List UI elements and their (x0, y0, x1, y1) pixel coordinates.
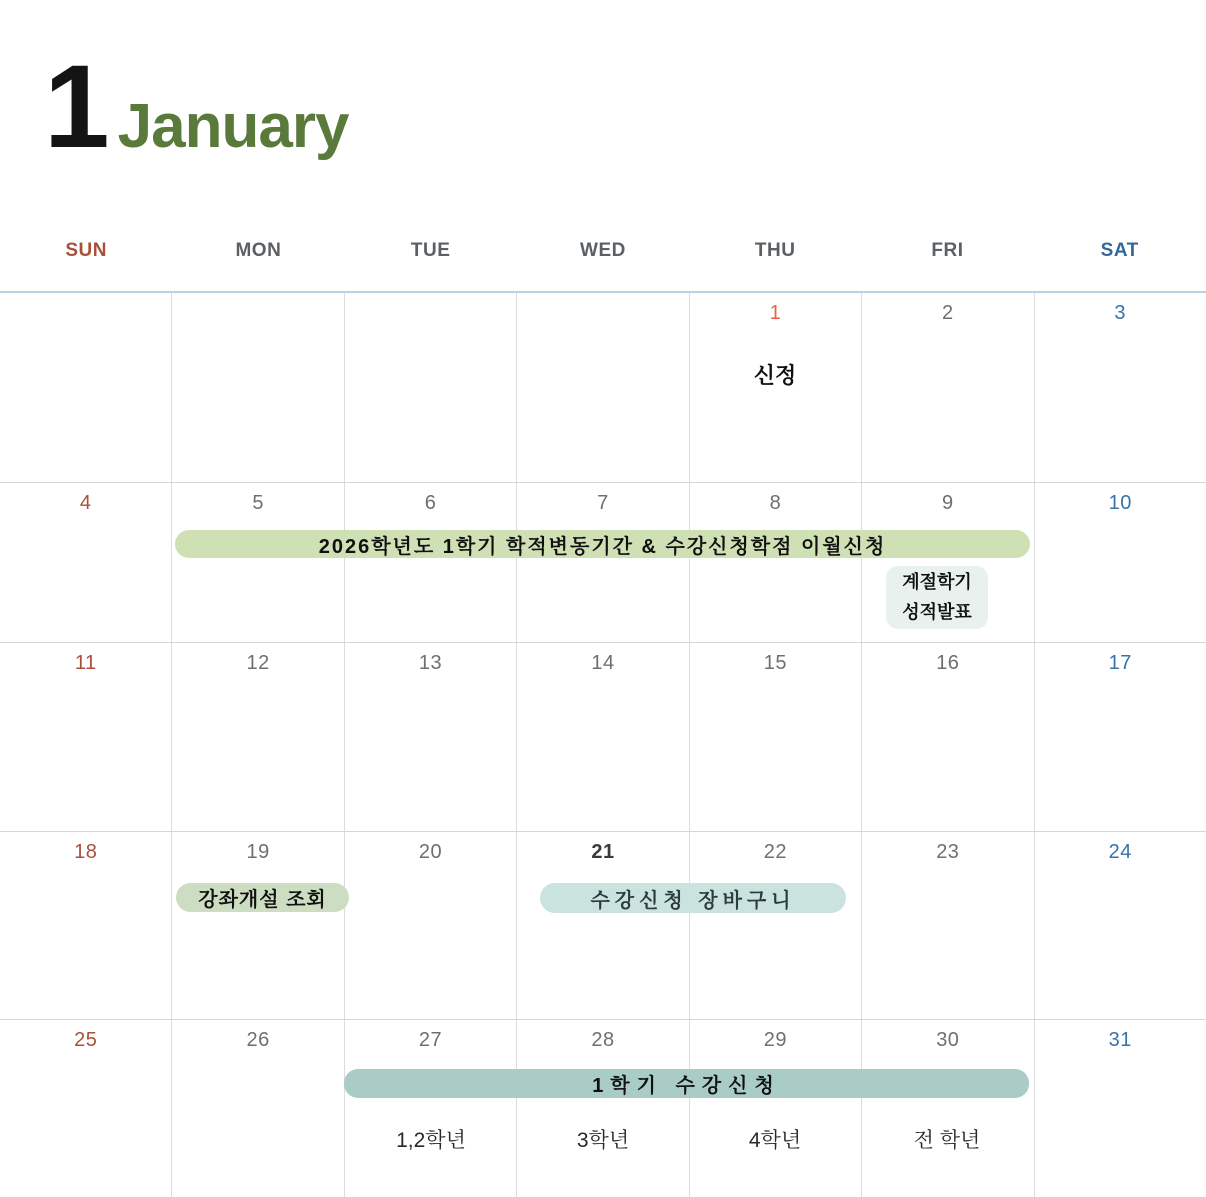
day-cell (172, 1020, 344, 1197)
day-cell (690, 643, 862, 831)
day-number: 6 (424, 492, 437, 514)
day-cell (517, 483, 689, 642)
day-cell (0, 483, 172, 642)
day-cell (862, 643, 1034, 831)
calendar-grid (0, 291, 1206, 1197)
day-cell (862, 483, 1034, 642)
weekday-sat: SAT (1100, 240, 1139, 261)
event-banner-semester1-registration: 1학기 수강신청 (344, 1069, 1029, 1098)
event-pill-course-list-inquiry: 강좌개설 조회 (176, 883, 349, 912)
day-number: 30 (936, 1029, 960, 1051)
day-number: 28 (591, 1029, 615, 1051)
day-number: 11 (74, 652, 97, 674)
weekday-wed: WED (580, 240, 626, 261)
day-cell (172, 832, 344, 1019)
day-number: 22 (763, 841, 788, 863)
weekday-tue: TUE (410, 240, 451, 261)
day-number: 7 (597, 492, 609, 514)
weekday-thu: THU (754, 240, 796, 261)
week-row (0, 293, 1206, 483)
day-cell (0, 293, 172, 482)
day-number: 31 (1108, 1029, 1132, 1051)
day-number: 15 (763, 652, 788, 674)
day-cell (862, 832, 1034, 1019)
day-cell (0, 643, 172, 831)
day-number: 5 (252, 492, 264, 514)
week-row (0, 483, 1206, 643)
day-cell (345, 1020, 517, 1197)
day-number: 1 (769, 302, 782, 324)
day-number: 18 (74, 841, 98, 863)
day-number: 12 (246, 652, 270, 674)
day-number: 29 (763, 1029, 788, 1051)
day-cell (517, 293, 689, 482)
day-cell (172, 293, 344, 482)
day-number: 8 (769, 492, 782, 514)
day-cell (517, 1020, 689, 1197)
day-number: 16 (936, 652, 960, 674)
day-number: 20 (418, 841, 443, 863)
day-cell (345, 643, 517, 831)
day-number: 23 (936, 841, 960, 863)
day-cell (690, 293, 862, 482)
grade-label-year-4: 4학년 (748, 1129, 802, 1152)
month-number: 1 (44, 41, 108, 173)
day-number: 27 (418, 1029, 443, 1051)
day-cell (690, 1020, 862, 1197)
event-banner-status-change-period: 2026학년도 1학기 학적변동기간 & 수강신청학점 이월신청 (175, 530, 1030, 558)
week-row (0, 1020, 1206, 1197)
day-cell (862, 293, 1034, 482)
day-number: 21 (591, 841, 615, 863)
calendar-title (44, 41, 349, 173)
day-number: 13 (418, 652, 443, 674)
day-cell (345, 293, 517, 482)
day-cell (1035, 483, 1206, 642)
day-cell (345, 483, 517, 642)
day-cell (517, 643, 689, 831)
day-number: 3 (1114, 302, 1127, 324)
seasonal-grades-line1: 계절학기 (902, 572, 972, 592)
day-cell (1035, 643, 1206, 831)
day-cell (517, 832, 689, 1019)
day-number: 25 (74, 1029, 98, 1051)
day-number: 4 (79, 492, 92, 514)
day-cell (345, 832, 517, 1019)
holiday-label-new-year: 신정 (753, 363, 797, 388)
day-cell (172, 483, 344, 642)
day-number: 24 (1108, 841, 1132, 863)
weekday-sun: SUN (65, 240, 107, 261)
event-banner-registration-cart: 수강신청 장바구니 (540, 883, 846, 913)
day-cell (1035, 293, 1206, 482)
day-cell (690, 483, 862, 642)
day-number: 17 (1108, 652, 1132, 674)
weekday-mon: MON (235, 240, 282, 261)
day-number: 19 (246, 841, 270, 863)
week-row (0, 832, 1206, 1020)
grade-label-year-1-2: 1,2학년 (396, 1129, 466, 1152)
month-name: January (117, 92, 349, 161)
day-cell (690, 832, 862, 1019)
seasonal-grades-line2: 성적발표 (902, 601, 972, 622)
grade-label-year-3: 3학년 (576, 1129, 630, 1152)
day-number: 9 (942, 492, 954, 514)
day-number: 10 (1108, 492, 1132, 514)
weekday-header (0, 240, 1206, 262)
day-cell (0, 1020, 172, 1197)
day-number: 26 (246, 1029, 270, 1051)
weekday-fri: FRI (931, 240, 964, 261)
grade-label-all-years: 전 학년 (913, 1129, 981, 1152)
day-number: 14 (591, 652, 615, 674)
day-number: 2 (942, 302, 954, 324)
day-cell (172, 643, 344, 831)
day-cell (0, 832, 172, 1019)
day-cell (1035, 1020, 1206, 1197)
day-cell (1035, 832, 1206, 1019)
day-cell (862, 1020, 1034, 1197)
week-row (0, 643, 1206, 832)
